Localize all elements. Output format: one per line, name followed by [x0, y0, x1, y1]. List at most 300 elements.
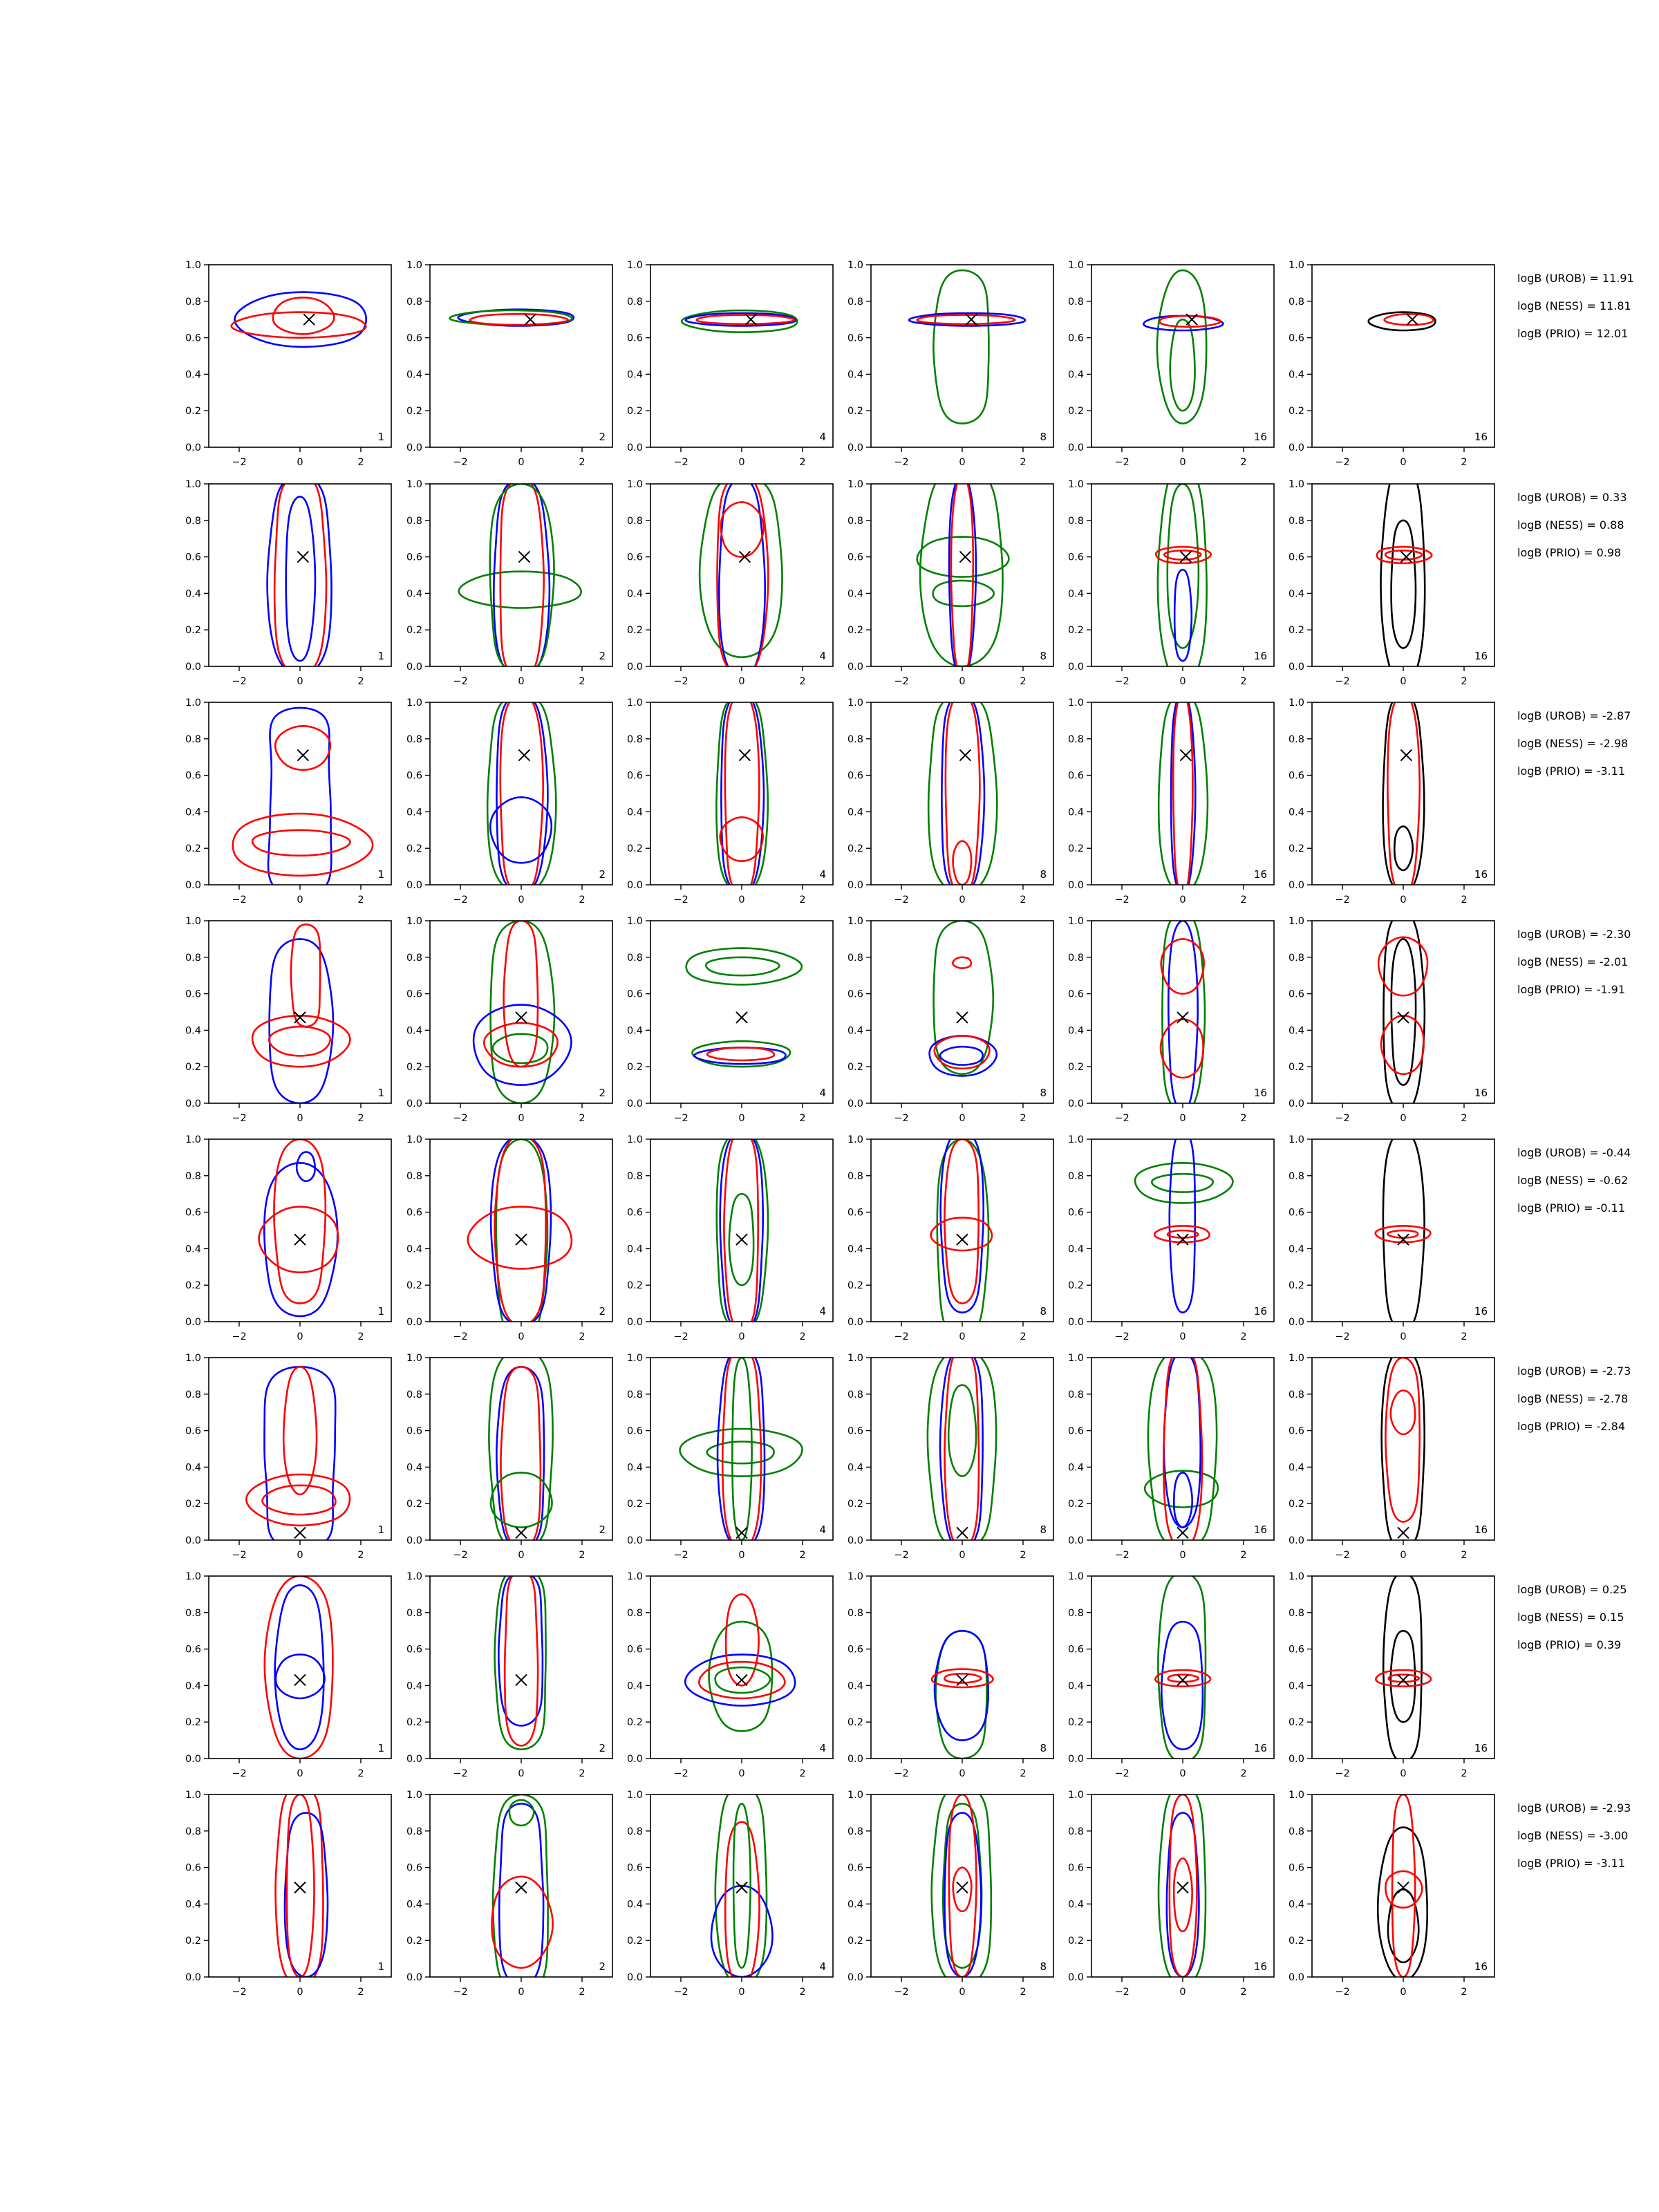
- panel-r6-c6: [1288, 1349, 1494, 1561]
- x-tick-label: −2: [673, 1113, 688, 1124]
- y-tick-label: 0.2: [1067, 406, 1084, 418]
- y-tick-label: 0.2: [1288, 843, 1304, 855]
- y-tick-label: 0.6: [1067, 1425, 1084, 1437]
- contour-group: [686, 948, 802, 1067]
- contour-ness: [920, 466, 1002, 666]
- contour-group: [931, 1130, 992, 1340]
- truth-marker: [736, 1234, 747, 1245]
- y-tick-label: 0.0: [847, 1317, 863, 1328]
- contour-group: [495, 1567, 546, 1750]
- panel-r5-c1: [185, 1134, 391, 1342]
- contour-group: [1382, 1349, 1425, 1549]
- x-tick-label: −2: [673, 1768, 688, 1779]
- contour-urob: [1168, 921, 1197, 1111]
- y-tick-label: 1.0: [406, 1134, 422, 1145]
- y-tick-label: 0.8: [847, 1389, 863, 1400]
- y-tick-label: 0.2: [626, 1499, 643, 1510]
- panel-r1-c3: [627, 260, 833, 468]
- row-2: [185, 466, 1627, 687]
- axes-frame: [1091, 702, 1274, 885]
- panel-r3-c5: [1068, 693, 1274, 906]
- y-tick-label: 0.8: [626, 733, 643, 745]
- truth-marker: [516, 1527, 527, 1538]
- y-tick-label: 0.0: [406, 1098, 422, 1109]
- y-tick-label: 0.4: [626, 1899, 643, 1911]
- x-tick-label: 0: [738, 676, 745, 687]
- truth-marker: [1177, 1674, 1188, 1685]
- panel-label: 16: [1474, 1087, 1488, 1099]
- x-tick-label: 0: [959, 1987, 966, 1998]
- y-tick-label: 0.4: [626, 369, 643, 381]
- contour-prio: [470, 314, 568, 325]
- contour-ness: [1148, 1349, 1217, 1549]
- x-tick-label: 0: [1179, 1113, 1186, 1124]
- x-tick-label: 2: [1461, 1550, 1468, 1561]
- x-tick-label: −2: [232, 1768, 247, 1779]
- y-tick-label: 0.0: [1288, 1535, 1304, 1546]
- contour-group: [1159, 693, 1208, 894]
- bayes-factor-text: logB (UROB) = -2.93: [1517, 1801, 1631, 1815]
- y-tick-label: 0.4: [1067, 1244, 1084, 1255]
- panel-label: 1: [377, 650, 384, 662]
- y-tick-label: 0.2: [406, 1499, 422, 1510]
- x-tick-label: 0: [518, 457, 525, 468]
- bayes-factor-text: logB (PRIO) = -3.11: [1517, 765, 1625, 778]
- truth-marker: [294, 1674, 306, 1685]
- x-tick-label: −2: [673, 1550, 688, 1561]
- truth-marker: [1398, 1012, 1409, 1023]
- contour-prio: [263, 1485, 336, 1515]
- contour-urob: [1164, 1352, 1201, 1527]
- bayes-factor-text: logB (NESS) = -0.62: [1517, 1174, 1629, 1187]
- y-tick-label: 0.2: [185, 625, 201, 637]
- y-tick-label: 0.2: [185, 1499, 201, 1510]
- contour-prio: [273, 298, 334, 335]
- x-tick-label: 2: [1020, 676, 1027, 687]
- x-tick-label: 0: [1179, 1768, 1186, 1779]
- y-tick-label: 0.0: [185, 662, 201, 673]
- y-tick-label: 0.0: [406, 1317, 422, 1328]
- y-tick-label: 0.0: [406, 662, 422, 673]
- y-tick-label: 0.4: [406, 1244, 422, 1255]
- y-tick-label: 0.4: [1288, 369, 1304, 381]
- y-tick-label: 0.0: [1067, 1535, 1084, 1546]
- x-tick-label: 0: [959, 676, 966, 687]
- row-1: [185, 260, 1634, 468]
- row-3: [185, 693, 1631, 906]
- y-tick-label: 0.6: [185, 1862, 201, 1874]
- y-tick-label: 0.8: [406, 296, 422, 308]
- y-tick-label: 0.2: [847, 1062, 863, 1074]
- y-tick-label: 0.2: [1067, 1280, 1084, 1292]
- contour-prio: [1378, 937, 1427, 995]
- axes-frame: [1312, 484, 1494, 666]
- contour-group: [487, 693, 556, 894]
- y-tick-label: 0.6: [626, 988, 643, 1000]
- row-8: [185, 1785, 1631, 1998]
- panel-r3-c4: [847, 693, 1053, 906]
- y-tick-label: 0.6: [847, 552, 863, 563]
- y-tick-label: 1.0: [406, 479, 422, 490]
- contour-group: [932, 1631, 993, 1759]
- y-tick-label: 0.0: [626, 1535, 643, 1546]
- y-tick-label: 0.6: [1067, 988, 1084, 1000]
- x-tick-label: 2: [1240, 1768, 1247, 1779]
- y-tick-label: 1.0: [406, 1353, 422, 1364]
- panel-label: 16: [1474, 650, 1488, 662]
- truth-marker: [525, 314, 536, 325]
- x-tick-label: −2: [1114, 457, 1130, 468]
- panel-r1-c1: [185, 260, 391, 468]
- bayes-factor-text: logB (NESS) = 0.88: [1517, 518, 1624, 532]
- y-tick-label: 0.0: [847, 662, 863, 673]
- x-tick-label: 2: [799, 1987, 806, 1998]
- contour-prio: [917, 315, 1015, 324]
- y-tick-label: 0.4: [1288, 588, 1304, 600]
- y-tick-label: 0.4: [1288, 1025, 1304, 1037]
- contour-prio: [1174, 1858, 1192, 1931]
- y-tick-label: 0.6: [185, 988, 201, 1000]
- y-tick-label: 1.0: [847, 1134, 863, 1145]
- truth-marker: [516, 1674, 527, 1685]
- y-tick-label: 0.6: [1067, 1207, 1084, 1219]
- contour-truth: [1391, 1631, 1415, 1722]
- x-tick-label: 0: [1400, 1987, 1407, 1998]
- contour-group: [492, 1794, 553, 1995]
- y-tick-label: 1.0: [1067, 697, 1084, 709]
- x-tick-label: −2: [1335, 894, 1350, 906]
- x-tick-label: −2: [453, 676, 468, 687]
- contour-prio: [495, 1136, 546, 1326]
- y-tick-label: 1.0: [185, 1571, 201, 1582]
- y-tick-label: 0.0: [1067, 1098, 1084, 1109]
- y-tick-label: 1.0: [626, 1134, 643, 1145]
- y-tick-label: 0.6: [406, 1207, 422, 1219]
- x-tick-label: 2: [579, 1768, 585, 1779]
- axes-frame: [430, 1576, 612, 1759]
- y-tick-label: 0.0: [185, 1754, 201, 1765]
- bayes-factor-text: logB (NESS) = -2.78: [1517, 1392, 1629, 1405]
- panel-r7-c3: [627, 1571, 833, 1779]
- panel-r3-c6: [1288, 693, 1494, 906]
- contour-group: [489, 1349, 552, 1549]
- y-tick-label: 0.0: [185, 1535, 201, 1546]
- x-tick-label: 0: [1179, 1331, 1186, 1342]
- contour-prio: [721, 502, 764, 556]
- bayes-factor-text: logB (UROB) = -2.30: [1517, 928, 1631, 941]
- bayes-factor-text: logB (NESS) = -2.01: [1517, 955, 1629, 968]
- x-tick-label: 2: [1461, 894, 1468, 906]
- x-tick-label: −2: [1335, 1550, 1350, 1561]
- contour-ness: [491, 921, 554, 1103]
- axes-frame: [1312, 265, 1494, 447]
- y-tick-label: 0.4: [406, 588, 422, 600]
- y-tick-label: 0.6: [847, 770, 863, 782]
- x-tick-label: 2: [579, 1113, 585, 1124]
- panel-label: 2: [599, 650, 606, 662]
- contour-prio: [946, 693, 980, 894]
- x-tick-label: −2: [232, 1113, 247, 1124]
- contour-group: [1155, 1573, 1210, 1763]
- x-tick-label: 0: [297, 1550, 303, 1561]
- y-tick-label: 0.4: [406, 1462, 422, 1474]
- axes-frame: [650, 265, 833, 447]
- axes-frame: [871, 702, 1053, 885]
- axes-frame: [209, 1576, 391, 1759]
- contour-ness: [948, 1385, 976, 1477]
- panel-label: 4: [819, 1524, 826, 1536]
- contour-truth: [1383, 1573, 1422, 1763]
- y-tick-label: 0.8: [1288, 1826, 1304, 1837]
- contour-ness: [917, 537, 1009, 577]
- panel-label: 4: [819, 868, 826, 881]
- x-tick-label: 0: [1179, 676, 1186, 687]
- axes-frame: [430, 702, 612, 885]
- contour-truth: [1394, 827, 1412, 870]
- contour-prio: [953, 841, 972, 885]
- truth-marker: [957, 1674, 968, 1685]
- contour-prio: [504, 921, 538, 1067]
- y-tick-label: 0.8: [626, 515, 643, 527]
- truth-marker: [1177, 1527, 1188, 1538]
- truth-marker: [1180, 552, 1191, 563]
- panel-label: 8: [1040, 1305, 1047, 1318]
- y-tick-label: 0.0: [626, 1317, 643, 1328]
- y-tick-label: 0.4: [626, 1244, 643, 1255]
- contour-truth: [1383, 693, 1425, 894]
- contour-prio: [275, 726, 330, 769]
- y-tick-label: 0.8: [847, 952, 863, 964]
- panel-label: 16: [1253, 650, 1267, 662]
- y-tick-label: 0.8: [1288, 733, 1304, 745]
- contour-ness: [459, 572, 581, 608]
- x-tick-label: −2: [1114, 1987, 1130, 1998]
- y-tick-label: 0.2: [1067, 1499, 1084, 1510]
- truth-marker: [1398, 1234, 1409, 1245]
- y-tick-label: 0.4: [1288, 1244, 1304, 1255]
- contour-ness: [709, 1622, 773, 1731]
- contour-ness: [1159, 693, 1208, 894]
- y-tick-label: 0.8: [185, 515, 201, 527]
- axes-frame: [430, 1139, 612, 1322]
- y-tick-label: 0.6: [1067, 1644, 1084, 1656]
- y-tick-label: 0.0: [847, 442, 863, 453]
- x-tick-label: 2: [357, 1113, 364, 1124]
- bayes-factor-text: logB (PRIO) = 0.39: [1517, 1638, 1622, 1651]
- panel-label: 2: [599, 1742, 606, 1754]
- panel-label: 2: [599, 1305, 606, 1318]
- truth-marker: [1398, 1882, 1409, 1893]
- panel-r5-c3: [627, 1130, 833, 1342]
- truth-marker: [294, 1012, 306, 1023]
- y-tick-label: 0.4: [185, 1899, 201, 1911]
- x-tick-label: 0: [959, 1768, 966, 1779]
- panel-r3-c2: [406, 693, 612, 906]
- y-tick-label: 0.2: [185, 1717, 201, 1729]
- y-tick-label: 0.8: [626, 952, 643, 964]
- axes-frame: [430, 265, 612, 447]
- y-tick-label: 0.8: [406, 1826, 422, 1837]
- x-tick-label: 2: [799, 894, 806, 906]
- y-tick-label: 1.0: [1067, 1353, 1084, 1364]
- panel-r3-c3: [627, 693, 833, 906]
- x-tick-label: 2: [357, 1550, 364, 1561]
- y-tick-label: 0.4: [1067, 1025, 1084, 1037]
- panel-r4-c3: [627, 916, 833, 1124]
- y-tick-label: 0.0: [626, 1098, 643, 1109]
- contour-prio: [1387, 1230, 1418, 1238]
- x-tick-label: 2: [357, 1987, 364, 1998]
- bayes-factor-text: logB (PRIO) = -1.91: [1517, 983, 1625, 996]
- x-tick-label: 2: [1240, 457, 1247, 468]
- y-tick-label: 0.8: [1288, 952, 1304, 964]
- y-tick-label: 0.6: [406, 988, 422, 1000]
- contour-prio: [707, 1048, 774, 1061]
- y-tick-label: 0.0: [626, 442, 643, 453]
- panel-label: 8: [1040, 650, 1047, 662]
- panel-label: 16: [1474, 1742, 1488, 1754]
- x-tick-label: 0: [1400, 894, 1407, 906]
- y-tick-label: 0.0: [1288, 1972, 1304, 1983]
- contour-ness: [1168, 484, 1199, 648]
- y-tick-label: 0.6: [185, 1425, 201, 1437]
- x-tick-label: 0: [738, 894, 745, 906]
- x-tick-label: −2: [453, 457, 468, 468]
- x-tick-label: 0: [738, 1331, 745, 1342]
- axes-frame: [430, 1794, 612, 1977]
- x-tick-label: 2: [1240, 1987, 1247, 1998]
- y-tick-label: 0.4: [185, 369, 201, 381]
- x-tick-label: −2: [1335, 1331, 1350, 1342]
- x-tick-label: 2: [357, 457, 364, 468]
- panel-label: 16: [1474, 1960, 1488, 1973]
- y-tick-label: 0.6: [1067, 770, 1084, 782]
- row-7: [185, 1567, 1627, 1779]
- y-tick-label: 0.4: [185, 807, 201, 818]
- panel-r2-c4: [847, 466, 1053, 687]
- panel-r5-c2: [406, 1134, 612, 1342]
- panel-r1-c6: [1288, 260, 1494, 468]
- bayes-factor-text: logB (UROB) = 0.33: [1517, 491, 1627, 504]
- x-tick-label: 2: [1020, 894, 1027, 906]
- panel-label: 2: [599, 1524, 606, 1536]
- y-tick-label: 0.2: [847, 406, 863, 418]
- y-tick-label: 0.8: [406, 1170, 422, 1182]
- y-tick-label: 0.8: [1288, 1389, 1304, 1400]
- y-tick-label: 0.8: [1067, 1607, 1084, 1619]
- y-tick-label: 0.4: [847, 1680, 863, 1692]
- contour-truth: [1381, 466, 1425, 685]
- contour-prio: [1387, 693, 1419, 894]
- contour-group: [459, 478, 581, 679]
- contour-prio: [953, 957, 971, 968]
- contour-group: [1156, 466, 1211, 685]
- x-tick-label: 0: [297, 1987, 303, 1998]
- panel-label: 16: [1474, 1305, 1488, 1318]
- y-tick-label: 0.6: [1288, 1425, 1304, 1437]
- x-tick-label: 0: [518, 676, 525, 687]
- contour-group: [246, 1367, 350, 1549]
- y-tick-label: 0.2: [406, 1062, 422, 1074]
- contour-prio: [500, 693, 543, 894]
- y-tick-label: 0.8: [406, 515, 422, 527]
- panel-r7-c5: [1068, 1571, 1274, 1779]
- y-tick-label: 0.4: [847, 369, 863, 381]
- contour-urob: [275, 1585, 324, 1750]
- contour-prio: [1385, 1358, 1419, 1522]
- panel-r8-c5: [1068, 1785, 1274, 1998]
- y-tick-label: 1.0: [626, 1571, 643, 1582]
- y-tick-label: 0.6: [626, 1644, 643, 1656]
- panel-label: 1: [377, 1742, 384, 1754]
- x-tick-label: 0: [297, 894, 303, 906]
- y-tick-label: 0.8: [847, 1826, 863, 1837]
- panel-label: 2: [599, 1960, 606, 1973]
- bayes-factor-text: logB (UROB) = 11.91: [1517, 272, 1634, 285]
- y-tick-label: 0.2: [185, 843, 201, 855]
- contour-urob: [941, 1130, 984, 1313]
- panel-r2-c6: [1288, 466, 1494, 687]
- bayes-factor-text: logB (UROB) = 0.25: [1517, 1583, 1627, 1596]
- contour-group: [711, 1785, 773, 1986]
- y-tick-label: 0.2: [1288, 1062, 1304, 1074]
- y-tick-label: 0.2: [1288, 406, 1304, 418]
- contour-prio: [932, 1669, 993, 1687]
- y-tick-label: 0.8: [406, 1607, 422, 1619]
- contour-group: [1369, 312, 1436, 330]
- panel-r7-c6: [1288, 1571, 1494, 1779]
- y-tick-label: 0.0: [847, 1098, 863, 1109]
- y-tick-label: 0.8: [406, 733, 422, 745]
- y-tick-label: 0.2: [626, 1280, 643, 1292]
- axes-frame: [430, 921, 612, 1103]
- row-5: [185, 1130, 1631, 1342]
- y-tick-label: 0.0: [185, 1972, 201, 1983]
- truth-marker: [736, 1674, 747, 1685]
- panel-r8-c1: [185, 1785, 391, 1998]
- y-tick-label: 0.8: [406, 1389, 422, 1400]
- x-tick-label: 0: [1400, 1331, 1407, 1342]
- axes-frame: [209, 1358, 391, 1540]
- truth-marker: [1177, 1234, 1188, 1245]
- y-tick-label: 0.0: [406, 1754, 422, 1765]
- contour-prio: [501, 1367, 541, 1549]
- y-tick-label: 0.6: [185, 1644, 201, 1656]
- y-tick-label: 0.2: [1067, 843, 1084, 855]
- x-tick-label: −2: [1335, 1113, 1350, 1124]
- y-tick-label: 0.2: [1067, 1062, 1084, 1074]
- x-tick-label: −2: [232, 457, 247, 468]
- contour-prio: [1161, 939, 1204, 993]
- x-tick-label: 0: [518, 1768, 525, 1779]
- panel-label: 4: [819, 650, 826, 662]
- y-tick-label: 0.0: [406, 880, 422, 891]
- y-tick-label: 0.2: [1067, 1936, 1084, 1947]
- x-tick-label: 2: [357, 1331, 364, 1342]
- y-tick-label: 0.4: [847, 807, 863, 818]
- y-tick-label: 1.0: [847, 1790, 863, 1801]
- y-tick-label: 0.6: [847, 1862, 863, 1874]
- bayes-factor-text: logB (NESS) = -2.98: [1517, 737, 1629, 750]
- panel-label: 1: [377, 1087, 384, 1099]
- y-tick-label: 1.0: [1067, 1790, 1084, 1801]
- y-tick-label: 1.0: [406, 697, 422, 709]
- x-tick-label: −2: [673, 1331, 688, 1342]
- x-tick-label: 2: [799, 1113, 806, 1124]
- x-tick-label: −2: [453, 1331, 468, 1342]
- contour-urob: [940, 1047, 983, 1065]
- x-tick-label: −2: [453, 894, 468, 906]
